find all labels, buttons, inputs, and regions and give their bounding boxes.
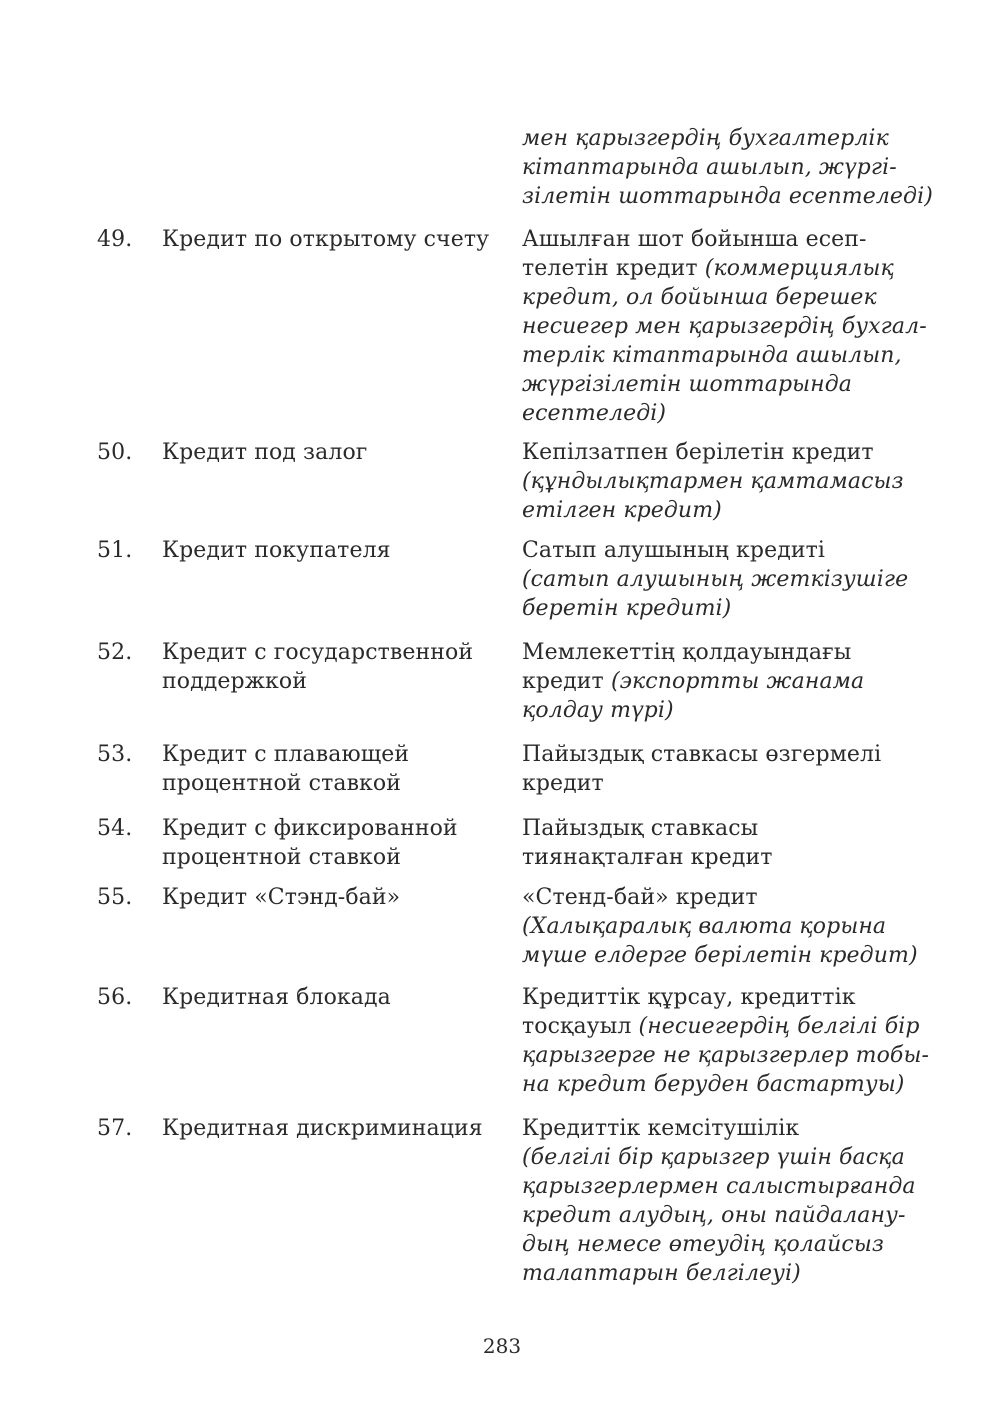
kazakh-explanation: (құндылықтармен қамтамасыз [522,469,904,494]
kazakh-term: Пайыздық ставкасы өзгермелі [522,742,882,767]
entry-number: 56. [97,985,133,1010]
kazakh-explanation: қарызгерлермен салыстырғанда [522,1174,916,1199]
kazakh-explanation: (экспортты жанама [610,669,865,694]
kazakh-term-line [522,667,864,696]
russian-term: Кредит с фиксированной [162,816,458,841]
kazakh-term: тиянақталған кредит [522,845,773,870]
kazakh-explanation: қарызгерге не қарызгерлер тобы- [522,1043,929,1068]
kazakh-term-line [522,1012,920,1041]
page-number: 283 [482,1334,522,1358]
russian-term: процентной ставкой [162,845,402,870]
russian-term: поддержкой [162,669,307,694]
kazakh-term: тосқауыл [522,1014,639,1039]
entry-number: 54. [97,816,133,841]
kazakh-explanation: несиегер мен қарызгердің бухгал- [522,314,927,339]
russian-term: Кредит с плавающей [162,742,410,767]
kazakh-explanation: мүше елдерге берілетін кредит) [522,943,918,968]
kazakh-explanation: беретін кредиті) [522,596,732,621]
kazakh-explanation: жүргізілетін шоттарында [522,372,853,397]
kazakh-term: Мемлекеттің қолдауындағы [522,640,852,665]
kazakh-term: Кредиттік кемсітушілік [522,1116,800,1141]
russian-term: Кредит покупателя [162,538,391,563]
kazakh-explanation: (Халықаралық валюта қорына [522,914,887,939]
entry-number: 49. [97,227,133,252]
kazakh-explanation: талаптарын белгілеуі) [522,1261,801,1286]
kazakh-term: Сатып алушының кредиті [522,538,826,563]
kazakh-explanation: кредит алудың, оны пайдалану- [522,1203,906,1228]
russian-term: процентной ставкой [162,771,402,796]
kazakh-explanation: (сатып алушының жеткізушіге [522,567,909,592]
entry-number: 55. [97,885,133,910]
kazakh-term: Ашылған шот бойынша есеп- [522,227,867,252]
kazakh-term-line [522,254,894,283]
entry-number: 50. [97,440,133,465]
russian-term: Кредит с государственной [162,640,474,665]
entry-number: 57. [97,1116,133,1141]
kazakh-explanation: (коммерциялық [704,256,894,281]
russian-term: Кредит по открытому счету [162,227,490,252]
kazakh-explanation: дың немесе өтеудің қолайсыз [522,1232,884,1257]
kazakh-explanation: (белгілі бір қарызгер үшін басқа [522,1145,905,1170]
kazakh-term: Пайыздық ставкасы [522,816,759,841]
kazakh-explanation: етілген кредит) [522,498,722,523]
russian-term: Кредитная блокада [162,985,391,1010]
continuation-line: кітаптарында ашылып, жүргі- [522,155,897,180]
kazakh-explanation: (несиегердің белгілі бір [638,1014,920,1039]
entry-number: 51. [97,538,133,563]
kazakh-term: «Стенд-бай» кредит [522,885,758,910]
kazakh-term: кредит [522,669,611,694]
russian-term: Кредит под залог [162,440,368,465]
russian-term: Кредитная дискриминация [162,1116,483,1141]
entry-number: 52. [97,640,133,665]
kazakh-explanation: есептеледі) [522,401,667,426]
continuation-line: зілетін шоттарында есептеледі) [522,184,933,209]
kazakh-term: кредит [522,771,604,796]
kazakh-term: Кепілзатпен берілетін кредит [522,440,874,465]
kazakh-term: телетін кредит [522,256,705,281]
kazakh-explanation: қолдау түрі) [522,698,674,723]
kazakh-explanation: кредит, ол бойынша берешек [522,285,877,310]
kazakh-explanation: терлік кітаптарында ашылып, [522,343,902,368]
entry-number: 53. [97,742,133,767]
russian-term: Кредит «Стэнд-бай» [162,885,401,910]
kazakh-term: Кредиттік құрсау, кредиттік [522,985,856,1010]
continuation-line: мен қарызгердің бухгалтерлік [522,126,889,151]
kazakh-explanation: на кредит беруден бастартуы) [522,1072,905,1097]
